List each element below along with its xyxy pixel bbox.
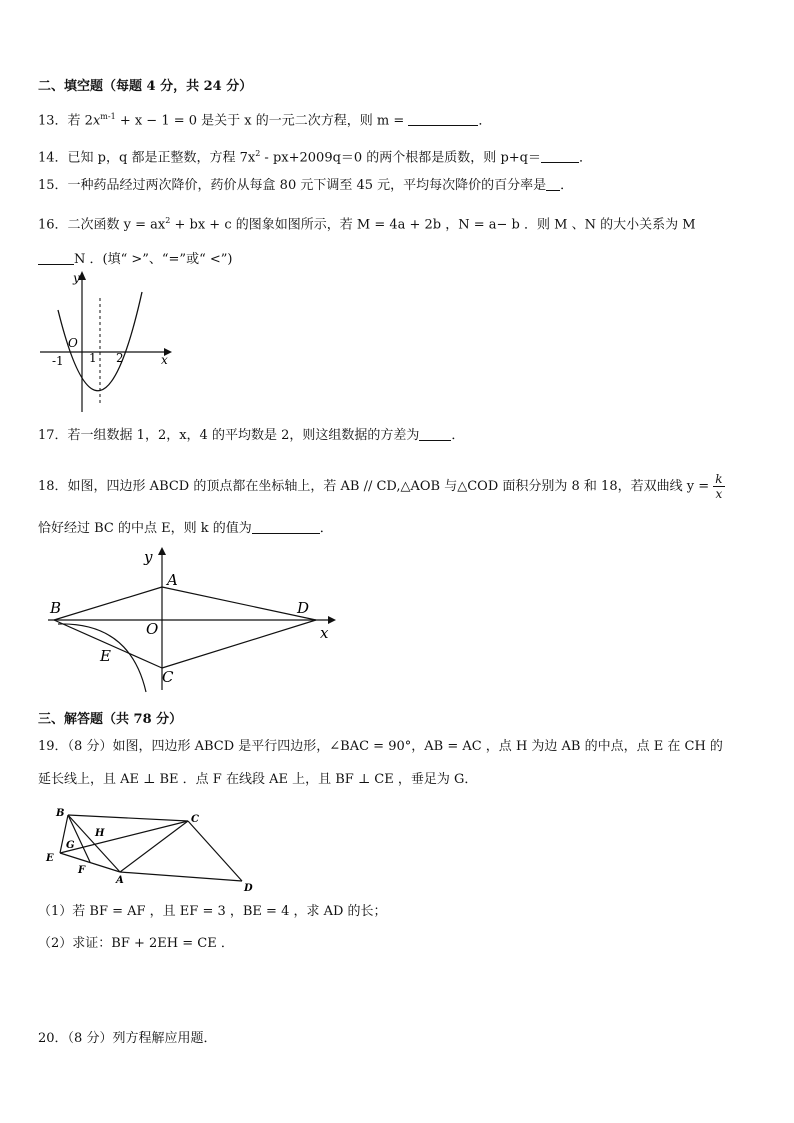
q16-square: 2	[165, 216, 171, 225]
fig18-e-label: E	[100, 647, 111, 665]
fig19-cd	[188, 821, 242, 881]
q14-number: 14．	[38, 150, 68, 166]
question-14	[38, 145, 592, 167]
fig19-f-label: F	[78, 865, 86, 876]
q15-end: ．	[560, 178, 574, 193]
q17-text: 若一组数据 1，2，x，4 的平均数是 2，则这组数据的方差为	[67, 428, 420, 443]
q18-frac-numerator: k	[715, 472, 723, 486]
fig16-y-label: y	[73, 271, 80, 285]
q17-end: ．	[451, 428, 465, 443]
q13-number: 13．	[38, 113, 68, 129]
fig19-a-label: A	[116, 875, 124, 886]
fig16-origin-label: O	[68, 336, 78, 350]
q15-answer-blank[interactable]	[546, 176, 560, 191]
fig18-y-label: y	[144, 548, 153, 566]
fig19-ad	[120, 872, 242, 881]
fig16-tick-neg1: -1	[52, 354, 64, 368]
q18-number: 18．	[38, 479, 68, 494]
fig18-b-label: B	[50, 599, 62, 617]
q17-answer-blank[interactable]	[419, 426, 451, 441]
fig19-g-label: G	[66, 840, 75, 851]
q16-text-2: N ．(填“ >”、“=”或“ <”)	[74, 252, 233, 267]
q18-text: 如图，四边形 ABCD 的顶点都在坐标轴上，若 AB // CD,△AOB 与△COD 面积分别为 8 和 18，若双曲线 y =	[67, 479, 710, 494]
fig19-b-label: B	[56, 808, 65, 819]
fig18-side-cd	[162, 620, 316, 668]
q14-answer-blank[interactable]	[541, 148, 579, 163]
q15-number: 15．	[38, 178, 68, 193]
q16-pre: 二次函数 y = ax	[67, 217, 166, 233]
question-19-part1: （1）若 BF = AF ，且 EF = 3 ，BE = 4 ，求 AD 的长；	[38, 904, 387, 919]
q18-quadrilateral-figure	[40, 542, 350, 692]
fig18-side-ad	[162, 587, 316, 620]
q13-end: ．	[478, 113, 492, 129]
fig19-bc	[68, 815, 188, 821]
section-2-title: 二、填空题（每题 4 分，共 24 分）	[38, 79, 253, 94]
fig18-side-ab	[54, 587, 162, 620]
question-17	[38, 426, 464, 445]
q13-answer-blank[interactable]	[408, 111, 478, 126]
q18-answer-blank[interactable]	[252, 519, 320, 534]
fig18-x-arrow	[328, 616, 336, 624]
fig18-x-label: x	[320, 624, 329, 642]
fig18-c-label: C	[162, 668, 174, 686]
fig19-c-label: C	[191, 814, 199, 825]
fig19-ec	[60, 821, 188, 853]
section-3-title: 三、解答题（共 78 分）	[38, 712, 183, 727]
fig16-tick-1: 1	[89, 351, 97, 365]
question-19-part2: （2）求证：BF + 2EH = CE ．	[38, 936, 234, 951]
q18-text-2: 恰好经过 BC 的中点 E，则 k 的值为	[38, 521, 252, 536]
q13-pre: 若 2	[67, 113, 93, 129]
q18-end: ．	[319, 521, 333, 536]
q14-text: - px+2009q＝0 的两个根都是质数，则 p+q＝	[260, 150, 541, 166]
q16-text: + bx + c 的图象如图所示，若 M = 4a + 2b ，N = a− b ．则 M 、N 的大小关系为 M	[170, 217, 696, 233]
fig18-a-label: A	[167, 571, 178, 589]
fig18-o-label: O	[146, 620, 159, 638]
fig18-y-arrow	[158, 547, 166, 555]
question-15	[38, 176, 573, 195]
fig19-h-label: H	[95, 828, 105, 839]
question-16-line2	[38, 250, 232, 269]
q16-number: 16．	[38, 217, 68, 233]
question-18-line2	[38, 519, 333, 538]
question-16	[38, 212, 696, 234]
q16-answer-blank[interactable]	[38, 250, 74, 265]
fig19-e-label: E	[46, 853, 54, 864]
q13-text: + x − 1 = 0 是关于 x 的一元二次方程，则 m =	[115, 113, 405, 129]
question-13: 13．若 $2x^{m-1} + x - 1 = 0$ 是关于 x 的一元二次方程，则 m = ．	[38, 112, 492, 129]
q18-fraction	[713, 472, 724, 501]
q15-text: 一种药品经过两次降价，药价从每盒 80 元下调至 45 元，平均每次降价的百分率是	[67, 178, 547, 193]
q14-square: 2	[255, 149, 261, 158]
q17-number: 17．	[38, 428, 68, 443]
fig19-d-label: D	[244, 883, 253, 894]
question-20: 20．（8 分）列方程解应用题．	[38, 1031, 217, 1046]
q13-exponent: m-1	[100, 112, 116, 121]
q14-pre: 已知 p，q 都是正整数，方程 7x	[67, 150, 256, 166]
fig16-tick-2: 2	[116, 351, 124, 365]
fig18-d-label: D	[297, 599, 310, 617]
q16-parabola-figure	[36, 268, 176, 418]
fig16-x-label: x	[161, 353, 168, 367]
fig19-ac	[120, 821, 188, 872]
question-19-line1: 19．（8 分）如图，四边形 ABCD 是平行四边形，∠BAC = 90°，AB = AC ，点 H 为边 AB 的中点，点 E 在 CH 的	[38, 739, 723, 754]
q14-end: ．	[578, 150, 592, 166]
q18-frac-denominator: x	[715, 487, 723, 501]
question-19-line2: 延长线上，且 AE ⊥ BE ．点 F 在线段 AE 上，且 BF ⊥ CE ，垂足为 G．	[38, 772, 478, 787]
question-18	[38, 472, 725, 501]
fig19-bf	[68, 815, 90, 862]
q19-parallelogram-figure	[40, 805, 270, 895]
